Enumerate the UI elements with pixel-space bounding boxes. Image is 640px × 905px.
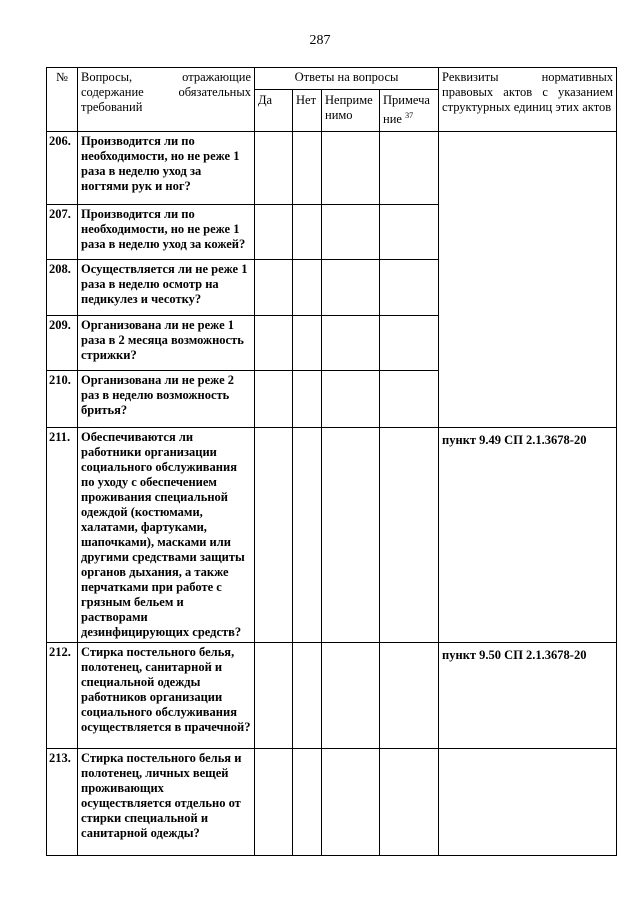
- header-note: [380, 90, 439, 132]
- requisite-cell: [439, 316, 617, 371]
- header-not-applicable: [322, 90, 380, 132]
- row-number: 209.: [47, 316, 78, 371]
- row-question: Организована ли не реже 2 раз в неделю возможность бритья?: [78, 371, 255, 428]
- row-number: 213.: [47, 749, 78, 856]
- answer-no-cell[interactable]: [293, 132, 322, 205]
- header-num: №: [47, 68, 78, 132]
- answer-yes-cell[interactable]: [255, 371, 293, 428]
- answer-yes-cell[interactable]: [255, 749, 293, 856]
- table-row: [47, 316, 617, 371]
- row-question: Стирка постельного белья, полотенец, санитарной и специальной одежды работников организации социального обслуживания осуществляется в прачечной?: [78, 643, 255, 749]
- requisite-cell: [439, 132, 617, 205]
- row-question: Обеспечиваются ли работники организации социального обслуживания по уходу с обеспечением проживания специальной одеждой (костюмами, халатами, фартуками, шапочками), масками или другими средствами защиты органов дыхания, а также перчатками при работе с грязным бельем и растворами дезинфицирующих средств?: [78, 428, 255, 643]
- answer-na-cell[interactable]: [322, 260, 380, 316]
- answer-na-cell[interactable]: [322, 371, 380, 428]
- answer-yes-cell[interactable]: [255, 316, 293, 371]
- requisite-cell: пункт 9.50 СП 2.1.3678-20: [439, 643, 617, 749]
- table-row: [47, 428, 617, 643]
- answer-note-cell[interactable]: [380, 316, 439, 371]
- table-row: [47, 205, 617, 260]
- requisite-cell: пункт 9.49 СП 2.1.3678-20: [439, 428, 617, 643]
- page-number: 287: [309, 33, 331, 48]
- answer-note-cell[interactable]: [380, 132, 439, 205]
- requisite-cell: [439, 260, 617, 316]
- header-yes: Да: [255, 90, 293, 132]
- row-number: 207.: [47, 205, 78, 260]
- row-number: 211.: [47, 428, 78, 643]
- answer-no-cell[interactable]: [293, 205, 322, 260]
- answer-note-cell[interactable]: [380, 205, 439, 260]
- row-question: Осуществляется ли не реже 1 раза в неделю осмотр на педикулез и чесотку?: [78, 260, 255, 316]
- answer-na-cell[interactable]: [322, 316, 380, 371]
- table-row: [47, 371, 617, 428]
- answer-yes-cell[interactable]: [255, 260, 293, 316]
- answer-yes-cell[interactable]: [255, 428, 293, 643]
- row-question: Организована ли не реже 1 раза в 2 месяца возможность стрижки?: [78, 316, 255, 371]
- checklist-table: [46, 67, 617, 856]
- answer-na-cell[interactable]: [322, 132, 380, 205]
- answer-note-cell[interactable]: [380, 428, 439, 643]
- answer-yes-cell[interactable]: [255, 205, 293, 260]
- header-row-1: [47, 68, 617, 90]
- requisite-cell: [439, 205, 617, 260]
- answer-no-cell[interactable]: [293, 428, 322, 643]
- table-row: [47, 749, 617, 856]
- table-row: [47, 643, 617, 749]
- answer-yes-cell[interactable]: [255, 132, 293, 205]
- answer-no-cell[interactable]: [293, 316, 322, 371]
- row-number: 206.: [47, 132, 78, 205]
- header-questions: Вопросы, отражающие содержание обязательных требований: [78, 68, 255, 132]
- answer-note-cell[interactable]: [380, 643, 439, 749]
- row-question: Производится ли по необходимости, но не реже 1 раза в неделю уход за кожей?: [78, 205, 255, 260]
- header-na-line1: Неприме: [325, 93, 373, 107]
- answer-yes-cell[interactable]: [255, 643, 293, 749]
- answer-note-cell[interactable]: [380, 371, 439, 428]
- header-note-line1: Примеча: [383, 93, 430, 107]
- header-requisites: Реквизиты нормативных правовых актов с указанием структурных единиц этих актов: [439, 68, 617, 132]
- answer-note-cell[interactable]: [380, 260, 439, 316]
- row-question: Производится ли по необходимости, но не реже 1 раза в неделю уход за ногтями рук и ног?: [78, 132, 255, 205]
- header-answers: Ответы на вопросы: [255, 68, 439, 90]
- header-no: Нет: [293, 90, 322, 132]
- row-number: 212.: [47, 643, 78, 749]
- answer-na-cell[interactable]: [322, 428, 380, 643]
- table-row: [47, 132, 617, 205]
- requisite-cell: [439, 749, 617, 856]
- row-number: 210.: [47, 371, 78, 428]
- header-note-footnote: 37: [405, 111, 414, 120]
- row-question: Стирка постельного белья и полотенец, личных вещей проживающих осуществляется отдельно от стирки специальной и санитарной одежды?: [78, 749, 255, 856]
- row-number: 208.: [47, 260, 78, 316]
- header-na-line2: нимо: [325, 108, 353, 122]
- header-note-line2: ние: [383, 112, 402, 126]
- answer-no-cell[interactable]: [293, 643, 322, 749]
- requisite-cell: [439, 371, 617, 428]
- answer-note-cell[interactable]: [380, 749, 439, 856]
- table-row: [47, 260, 617, 316]
- answer-na-cell[interactable]: [322, 749, 380, 856]
- answer-no-cell[interactable]: [293, 371, 322, 428]
- answer-na-cell[interactable]: [322, 643, 380, 749]
- answer-no-cell[interactable]: [293, 260, 322, 316]
- answer-na-cell[interactable]: [322, 205, 380, 260]
- answer-no-cell[interactable]: [293, 749, 322, 856]
